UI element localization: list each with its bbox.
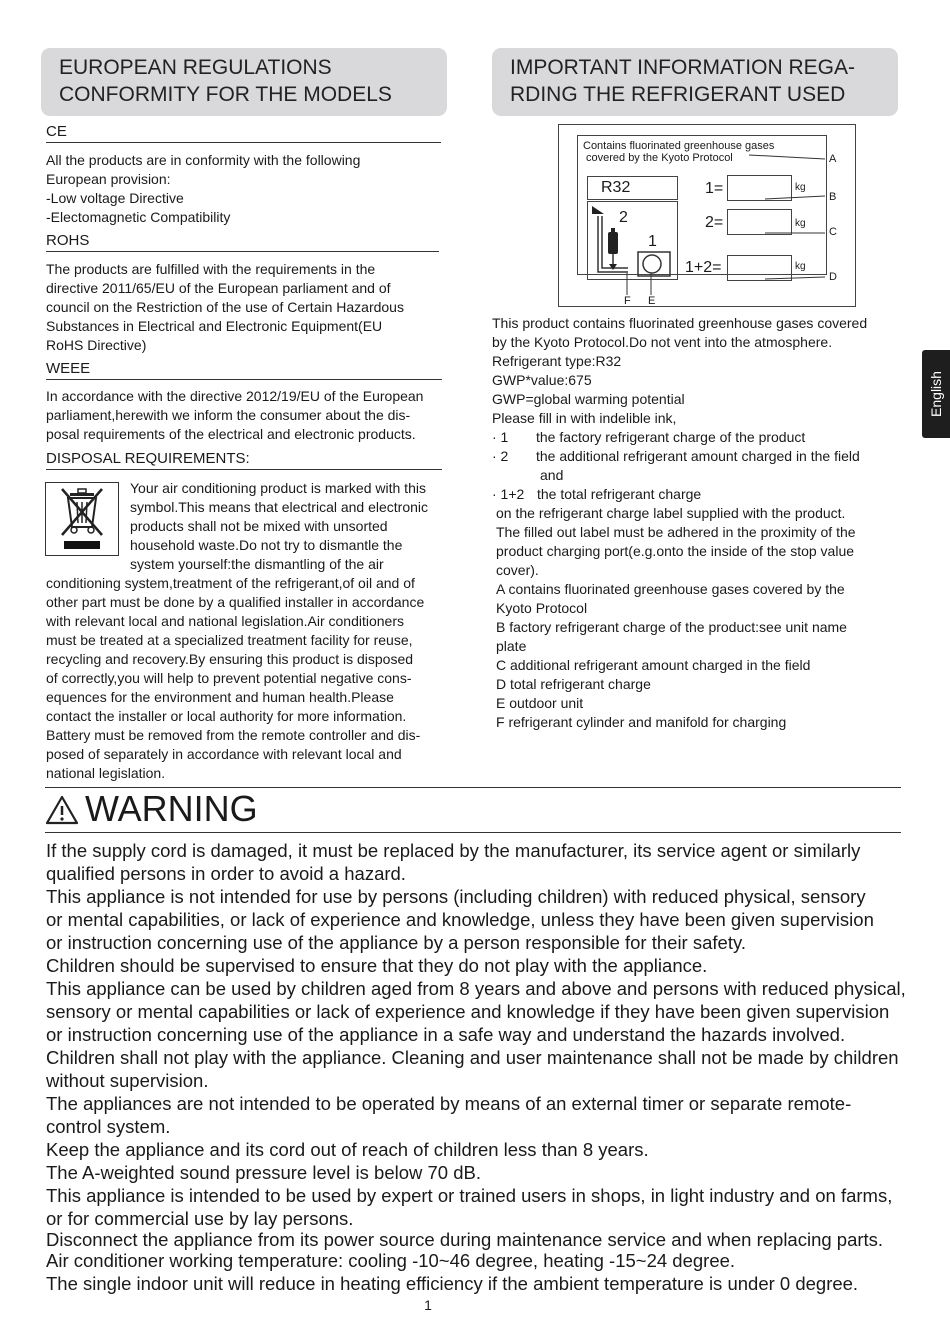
unit-label: kg <box>795 182 806 193</box>
header-line: CONFORMITY FOR THE MODELS <box>59 83 392 106</box>
text-line: GWP=global warming potential <box>492 391 685 407</box>
callout-F: F <box>624 295 631 307</box>
label-line: Contains fluorinated greenhouse gases <box>583 140 775 152</box>
refrigerant-label-diagram <box>558 124 856 307</box>
text-line: GWP*value:675 <box>492 372 592 388</box>
text-line: This appliance is not intended for use by persons (including children) with reduced physical, sensory <box>46 886 866 907</box>
weee-paragraph <box>46 387 486 444</box>
section-header-eu-regulations <box>41 48 447 116</box>
text-line: The filled out label must be adhered in the proximity of the <box>496 524 856 540</box>
text-line: A contains fluorinated greenhouse gases covered by the <box>496 581 845 597</box>
field-2-label: 2= <box>705 214 724 231</box>
text-line: Battery must be removed from the remote controller and dis- <box>46 727 421 743</box>
text-line: This appliance can be used by children aged from 8 years and above and persons with reduced physical, <box>46 978 906 999</box>
refrigerant-bullets <box>492 428 922 504</box>
unit-label: kg <box>795 261 806 272</box>
text-line: council on the Restriction of the use of Certain Hazardous <box>46 299 404 315</box>
warning-triangle-icon <box>45 794 79 826</box>
rohs-subheading: ROHS <box>46 232 439 252</box>
label-number-2: 2 <box>619 209 628 226</box>
text-line: recycling and recovery.By ensuring this product is disposed <box>46 651 414 667</box>
text-line: This appliance is intended to be used by expert or trained users in shops, in light industry and on farms, <box>46 1185 893 1206</box>
text-line: or instruction concerning use of the appliance in a safe way and understand the hazards involved. <box>46 1024 846 1045</box>
field-3-label: 1+2= <box>685 259 722 276</box>
rohs-paragraph <box>46 260 466 355</box>
text-line: The A-weighted sound pressure level is below 70 dB. <box>46 1162 482 1183</box>
text-line: contact the installer or local authority for more information. <box>46 708 407 724</box>
refrigerant-paragraph <box>492 314 922 428</box>
text-line: household waste.Do not try to dismantle the <box>130 537 403 553</box>
text-line: of correctly,you will help to prevent potential negative cons- <box>46 670 412 686</box>
bullet-mark: · 2 <box>492 448 509 464</box>
label-number-1: 1 <box>648 233 657 250</box>
text-line: symbol.This means that electrical and electronic <box>130 499 429 515</box>
bullet-mark: · 1 <box>492 429 509 445</box>
text-line: or for commercial use by lay persons. <box>46 1208 354 1229</box>
bullet-item <box>492 485 922 504</box>
text-line: with relevant local and national legislation.Air conditioners <box>46 613 404 629</box>
text-line: The single indoor unit will reduce in heating efficiency if the ambient temperature is under 0 degree. <box>46 1273 859 1294</box>
text-line: products shall not be mixed with unsorted <box>130 518 388 534</box>
crossed-out-bin-icon <box>45 482 119 556</box>
text-line: control system. <box>46 1116 171 1137</box>
bullet-mark: · 1+2 <box>492 486 525 502</box>
text-line: posal requirements of the electrical and electronic products. <box>46 426 416 442</box>
text-line: In accordance with the directive 2012/19/EU of the European <box>46 388 424 404</box>
text-line: B factory refrigerant charge of the product:see unit name <box>496 619 847 635</box>
text-line: product charging port(e.g.onto the inside of the stop value <box>496 543 855 559</box>
text-line: European provision: <box>46 171 171 187</box>
refrigerant-type-box: R32 <box>587 176 678 200</box>
ce-subheading: CE <box>46 123 441 143</box>
text-line: Children should be supervised to ensure that they do not play with the appliance. <box>46 955 708 976</box>
text-line: qualified persons in order to avoid a hazard. <box>46 863 406 884</box>
text-line: plate <box>496 638 527 654</box>
text-line: on the refrigerant charge label supplied with the product. <box>496 505 846 521</box>
text-line: Your air conditioning product is marked with this <box>130 480 426 496</box>
text-line: conditioning system,treatment of the refrigerant,of oil and of <box>46 575 415 591</box>
bullet-item <box>492 447 922 466</box>
text-line: All the products are in conformity with the following <box>46 152 361 168</box>
language-tab-label: English <box>928 371 944 417</box>
bullet-text: the additional refrigerant amount charged in the field <box>536 448 860 464</box>
text-line: national legislation. <box>46 765 166 781</box>
text-line: must be treated at a specialized treatment facility for reuse, <box>46 632 413 648</box>
warning-body <box>46 839 926 1295</box>
bullet-text: the factory refrigerant charge of the product <box>536 429 806 445</box>
label-line: covered by the Kyoto Protocol <box>586 152 733 164</box>
callout-lines <box>559 125 857 308</box>
bullet-text: the total refrigerant charge <box>537 486 702 502</box>
text-line: cover). <box>496 562 539 578</box>
callout-C: C <box>829 226 837 238</box>
text-line: Substances in Electrical and Electronic Equipment(EU <box>46 318 383 334</box>
field-1-label: 1= <box>705 180 724 197</box>
text-line: other part must be done by a qualified installer in accordance <box>46 594 425 610</box>
unit-label: kg <box>795 218 806 229</box>
header-line: RDING THE REFRIGERANT USED <box>510 83 846 106</box>
text-line: -Low voltage Directive <box>46 190 184 206</box>
text-line: E outdoor unit <box>496 695 584 711</box>
text-line: F refrigerant cylinder and manifold for charging <box>496 714 787 730</box>
text-line: This product contains fluorinated greenhouse gases covered <box>492 315 868 331</box>
bullet-item <box>492 428 922 447</box>
text-line: If the supply cord is damaged, it must be replaced by the manufacturer, its service agent or similarly <box>46 840 861 861</box>
header-line: EUROPEAN REGULATIONS <box>59 56 332 79</box>
callout-B: B <box>829 191 837 203</box>
text-line: Air conditioner working temperature: cooling -10~46 degree, heating -15~24 degree. <box>46 1250 736 1271</box>
text-line: Disconnect the appliance from its power source during maintenance service and when replacing parts. <box>46 1229 884 1250</box>
page-number: 1 <box>424 1297 432 1313</box>
text-line: sensory or mental capabilities or lack of experience and knowledge if they have been given supervision <box>46 1001 890 1022</box>
text-line: posed of separately in accordance with relevant local and <box>46 746 402 762</box>
divider <box>45 832 901 833</box>
callout-E: E <box>648 295 656 307</box>
text-line: RoHS Directive) <box>46 337 147 353</box>
text-line: by the Kyoto Protocol.Do not vent into the atmosphere. <box>492 334 833 350</box>
callout-D: D <box>829 271 837 283</box>
weee-subheading: WEEE <box>46 360 442 380</box>
text-line: Kyoto Protocol <box>496 600 588 616</box>
refrigerant-notes <box>496 504 921 732</box>
bullet-item <box>492 466 922 485</box>
text-line: equences for the environment and human health.Please <box>46 689 394 705</box>
text-line: system yourself:the dismantling of the air <box>130 556 384 572</box>
text-line: or mental capabilities, or lack of experience and knowledge, unless they have been given supervision <box>46 909 874 930</box>
disposal-beside-paragraph <box>130 479 480 574</box>
text-line: without supervision. <box>46 1070 209 1091</box>
text-line: C additional refrigerant amount charged in the field <box>496 657 811 673</box>
bullet-text: and <box>540 467 564 483</box>
ce-paragraph <box>46 151 446 227</box>
text-line: -Electomagnetic Compatibility <box>46 209 231 225</box>
language-tab <box>922 350 950 438</box>
header-line: IMPORTANT INFORMATION REGA- <box>510 56 855 79</box>
section-header-refrigerant <box>492 48 898 116</box>
text-line: Keep the appliance and its cord out of reach of children less than 8 years. <box>46 1139 649 1160</box>
text-line: Please fill in with indelible ink, <box>492 410 677 426</box>
warning-title: WARNING <box>85 788 258 829</box>
disposal-subheading: DISPOSAL REQUIREMENTS: <box>46 450 442 470</box>
text-line: Children shall not play with the appliance. Cleaning and user maintenance shall not be made by children <box>46 1047 899 1068</box>
text-line: or instruction concerning use of the appliance by a person responsible for their safety. <box>46 932 746 953</box>
text-line: The appliances are not intended to be operated by means of an external timer or separate remote- <box>46 1093 852 1114</box>
disposal-paragraph <box>46 574 486 783</box>
text-line: parliament,herewith we inform the consumer about the dis- <box>46 407 411 423</box>
callout-A: A <box>829 153 837 165</box>
text-line: D total refrigerant charge <box>496 676 651 692</box>
text-line: Refrigerant type:R32 <box>492 353 622 369</box>
text-line: directive 2011/65/EU of the European parliament and of <box>46 280 391 296</box>
text-line: The products are fulfilled with the requirements in the <box>46 261 376 277</box>
